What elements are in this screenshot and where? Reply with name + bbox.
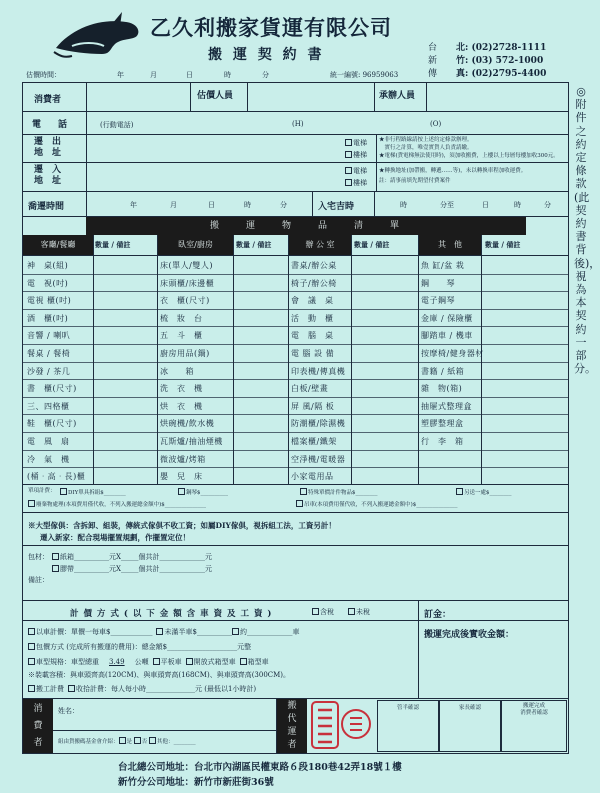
inventory-item-label: 抽屜式整理盒 bbox=[421, 402, 472, 411]
per-truck-option[interactable]: 以車計價：單價一每車$____________ 未滿半車$__________ 約_____________車 bbox=[28, 627, 299, 637]
move-in-placement-note: 遷入新家：配合現場擺置規劃，作擺置定位！ bbox=[40, 533, 190, 542]
move-time-day: 日 bbox=[208, 201, 215, 209]
document-title: 搬 運 契 約 書 bbox=[208, 47, 325, 63]
estimate-date-label: 估價時間： bbox=[26, 71, 61, 79]
inventory-quantity-field[interactable] bbox=[235, 310, 288, 325]
inventory-item-label: 冰 箱 bbox=[160, 367, 194, 376]
inventory-item-label: 烘碗機/飲水機 bbox=[160, 419, 215, 428]
inventory-quantity-field[interactable] bbox=[483, 327, 567, 342]
move-in-stairs[interactable]: 樓梯 bbox=[345, 178, 367, 188]
move-in-note-1: ★轉換地址(加帶搬，轉遞……等)，未以轉換車程加收運費。 bbox=[379, 168, 527, 174]
inventory-item-label: 瓦斯爐/抽油煙機 bbox=[160, 437, 223, 446]
phone-label: 電 話 bbox=[32, 120, 72, 130]
inventory-item-label: 魚 缸/盆 栽 bbox=[421, 261, 465, 270]
inventory-quantity-field[interactable] bbox=[483, 380, 567, 395]
inventory-header-office: 辦 公 室 bbox=[289, 235, 351, 255]
inventory-header-qty-2: 數量 / 備註 bbox=[236, 240, 272, 249]
inventory-quantity-field[interactable] bbox=[353, 380, 418, 395]
inventory-quantity-field[interactable] bbox=[235, 327, 288, 342]
inventory-quantity-field[interactable] bbox=[483, 257, 567, 272]
inventory-quantity-field[interactable] bbox=[483, 345, 567, 360]
inventory-item-label: 餐桌 / 餐椅 bbox=[27, 349, 71, 358]
waste-disposal-option[interactable]: 廢棄物處理(本項費用僅代收，不列入搬運總金額中)$_______________ bbox=[28, 500, 206, 509]
contact-prefix-1: 台 bbox=[428, 43, 438, 53]
inventory-header-bedroom: 臥室/廚房 bbox=[158, 235, 233, 255]
tax-included-option[interactable]: 含稅 bbox=[312, 607, 334, 617]
crane-option[interactable]: 吊車(本項費用僅代收，不列入搬運總金額中)$_______________ bbox=[296, 500, 458, 509]
move-in-time-day: 日 bbox=[482, 201, 489, 209]
move-out-elevator[interactable]: 電梯 bbox=[345, 138, 367, 148]
move-in-address-field[interactable] bbox=[88, 164, 342, 189]
hsinchu-address: 新竹分公司地址：新竹市新莊街36號 bbox=[118, 777, 274, 788]
move-time-minute: 分 bbox=[280, 201, 287, 209]
inventory-item-label: 嬰 兒 床 bbox=[160, 472, 203, 481]
inventory-quantity-field[interactable] bbox=[483, 398, 567, 413]
diy-assembly-option[interactable]: DIY單具拆組$________ bbox=[60, 488, 126, 497]
piano-option[interactable]: 鋼琴$__________ bbox=[178, 488, 228, 497]
inventory-item-label: 洗 衣 機 bbox=[160, 384, 203, 393]
inventory-quantity-field[interactable] bbox=[235, 398, 288, 413]
inventory-header-living: 客廳/餐廳 bbox=[23, 235, 93, 255]
contact-prefix-2: 新 bbox=[428, 56, 438, 66]
inventory-item-label: 三、四格櫃 bbox=[27, 402, 70, 411]
inventory-quantity-field[interactable] bbox=[353, 275, 418, 290]
inventory-quantity-field[interactable] bbox=[483, 468, 567, 483]
single-item-label: 單項計費： bbox=[28, 488, 56, 494]
inventory-item-label: 電 腦 桌 bbox=[291, 331, 334, 340]
inventory-quantity-field[interactable] bbox=[235, 468, 288, 483]
inventory-quantity-field[interactable] bbox=[353, 257, 418, 272]
remarks-label: 備註： bbox=[28, 576, 49, 584]
office-phone-label: (O) bbox=[430, 120, 442, 128]
inventory-item-label: 會 議 桌 bbox=[291, 296, 334, 305]
inventory-quantity-field[interactable] bbox=[95, 275, 157, 290]
date-unit-minute: 分 bbox=[262, 71, 269, 79]
contract-person-label: 承辦人員 bbox=[379, 91, 416, 101]
load-capacity-note: ※裝載容積：與車頭齊高(120CM)、與車頭齊高(168CM)、與車頭齊高(300CM)。 bbox=[28, 671, 291, 679]
company-logo bbox=[52, 8, 144, 60]
inventory-quantity-field[interactable] bbox=[95, 451, 157, 466]
contact-prefix-3: 傳 bbox=[428, 69, 438, 79]
inventory-item-label: 檔案櫃/鐵架 bbox=[291, 437, 337, 446]
estimator-label: 估價人員 bbox=[197, 91, 234, 101]
inventory-quantity-field[interactable] bbox=[235, 433, 288, 448]
inventory-quantity-field[interactable] bbox=[483, 275, 567, 290]
inventory-quantity-field[interactable] bbox=[95, 415, 157, 430]
move-time-label: 喬遷時間 bbox=[28, 202, 65, 212]
consumer-name-field[interactable] bbox=[88, 84, 188, 109]
inventory-quantity-field[interactable] bbox=[95, 345, 157, 360]
inventory-item-label: 廚房用品(鍋) bbox=[160, 349, 210, 358]
furniture-note: ※大型傢俱：含拆卸、組裝，傳統式傢俱不收工資；如屬DIY傢俱，視拆組工法，工資另計！ bbox=[28, 521, 336, 530]
date-unit-month: 月 bbox=[150, 71, 157, 79]
inventory-quantity-field[interactable] bbox=[353, 415, 418, 430]
truck-spec-row[interactable]: 車型規格：車型總重 3.49 公噸 平板車 開放式箱型車 箱型車 bbox=[28, 657, 269, 667]
inventory-quantity-field[interactable] bbox=[95, 468, 157, 483]
inventory-quantity-field[interactable] bbox=[353, 468, 418, 483]
inventory-quantity-field[interactable] bbox=[353, 451, 418, 466]
inventory-header-qty-3: 數量 / 備註 bbox=[354, 240, 390, 249]
inventory-quantity-field[interactable] bbox=[235, 257, 288, 272]
inventory-item-label: 印表機/傳真機 bbox=[291, 367, 346, 376]
move-in-elevator[interactable]: 電梯 bbox=[345, 166, 367, 176]
move-in-time-label: 入宅吉時 bbox=[318, 202, 355, 212]
inventory-quantity-field[interactable] bbox=[353, 433, 418, 448]
inventory-quantity-field[interactable] bbox=[353, 345, 418, 360]
inventory-item-label: 塑膠整理盒 bbox=[421, 419, 464, 428]
tax-id: 統一編號: 96959063 bbox=[330, 71, 399, 79]
inventory-item-label: 活 動 櫃 bbox=[291, 314, 334, 323]
inventory-quantity-field[interactable] bbox=[235, 451, 288, 466]
inventory-quantity-field[interactable] bbox=[483, 415, 567, 430]
inventory-quantity-field[interactable] bbox=[95, 292, 157, 307]
inventory-item-label: 烘 衣 機 bbox=[160, 402, 203, 411]
inventory-quantity-field[interactable] bbox=[235, 345, 288, 360]
labor-fee-row[interactable]: 搬工計費 收拾計費：每人每小時______________元 (最低以1小時計) bbox=[28, 684, 256, 694]
inventory-quantity-field[interactable] bbox=[483, 363, 567, 378]
fund-referral-row[interactable]: 組由貨搬碼基金會介紹： 是 否 其他：________ bbox=[58, 739, 196, 745]
pricing-title: 計 價 方 式 ( 以 下 金 額 含 車 資 及 工 資 ) bbox=[70, 609, 273, 619]
inventory-item-label: 衣 櫃(尺寸) bbox=[160, 296, 210, 305]
inventory-item-label: 椅子/辦公椅 bbox=[291, 279, 337, 288]
date-unit-day: 日 bbox=[186, 71, 193, 79]
inventory-item-label: 微波爐/烤箱 bbox=[160, 455, 206, 464]
consumer-label: 消費者 bbox=[34, 95, 62, 105]
inventory-item-label: 防潮櫃/除濕機 bbox=[291, 419, 346, 428]
inventory-quantity-field[interactable] bbox=[95, 363, 157, 378]
packing-tape-row[interactable]: 膠帶__________元X_____個共計_____________元 bbox=[52, 564, 212, 574]
date-unit-year: 年 bbox=[117, 71, 124, 79]
inventory-item-label: 鋼 琴 bbox=[421, 279, 455, 288]
inventory-header-qty-1: 數量 / 備註 bbox=[95, 240, 131, 249]
move-in-note-2: 註：請事前填先期望付費案件 bbox=[379, 178, 451, 184]
inventory-item-label: 音響 / 喇叭 bbox=[27, 331, 71, 340]
consumer-confirm-box-2[interactable]: 家長確認 bbox=[439, 700, 501, 752]
packing-label: 包材： bbox=[28, 553, 49, 561]
contact-taipei: 北: (02)2728-1111 bbox=[456, 43, 547, 53]
inventory-quantity-field[interactable] bbox=[235, 275, 288, 290]
move-time-hour: 時 bbox=[244, 201, 251, 209]
inventory-item-label: 白板/壁畫 bbox=[291, 384, 329, 393]
inventory-item-label: 書籍 / 紙箱 bbox=[421, 367, 465, 376]
consumer-signature-field[interactable] bbox=[82, 701, 272, 729]
move-time-year: 年 bbox=[130, 201, 137, 209]
estimator-field[interactable] bbox=[249, 84, 372, 109]
move-out-address-field[interactable] bbox=[88, 136, 342, 160]
consumer-confirm-box-1[interactable]: 管半確認 bbox=[377, 700, 439, 752]
move-out-note-2: 實行之計算，唯壹實貨人負責請繳。 bbox=[379, 145, 473, 151]
special-item-option[interactable]: 特殊單價計件物品$________ bbox=[300, 488, 378, 497]
remarks-field[interactable] bbox=[52, 574, 562, 598]
consumer-signature-header: 消 費 者 bbox=[23, 699, 53, 753]
inventory-item-label: 電子鋼琴 bbox=[421, 296, 455, 305]
inventory-item-label: 神 桌(組) bbox=[27, 261, 69, 270]
inventory-item-label: 按摩椅/健身器材 bbox=[421, 349, 484, 358]
inventory-item-label: 空淨機/電暖器 bbox=[291, 455, 346, 464]
inventory-item-label: 電 風 扇 bbox=[27, 437, 70, 446]
inventory-item-label: 鞋 櫃(尺寸) bbox=[27, 419, 77, 428]
inventory-item-label: 書 櫃(尺寸) bbox=[27, 384, 77, 393]
contract-person-field[interactable] bbox=[428, 84, 567, 109]
move-time-month: 月 bbox=[170, 201, 177, 209]
inventory-item-label: 電視 櫃(吋) bbox=[27, 296, 72, 305]
move-out-address-label: 遷 出 地 址 bbox=[34, 137, 62, 158]
inventory-item-label: 沙發 / 茶几 bbox=[27, 367, 71, 376]
inventory-item-label: 腳踏車 / 機車 bbox=[421, 331, 473, 340]
contact-fax: 真: (02)2795-4400 bbox=[456, 69, 547, 79]
taipei-address: 台北總公司地址：台北市內湖區民權東路６段180巷42弄18號１樓 bbox=[118, 762, 402, 773]
agent-signature-header: 搬 代 運 者 bbox=[277, 699, 307, 753]
inventory-quantity-field[interactable] bbox=[235, 292, 288, 307]
inventory-quantity-field[interactable] bbox=[235, 415, 288, 430]
tax-excluded-option[interactable]: 未稅 bbox=[348, 607, 370, 617]
move-in-time-hour: 時 bbox=[400, 201, 407, 209]
extra-stop-option[interactable]: 另送一處$________ bbox=[456, 488, 512, 497]
inventory-item-label: (桶‧高‧長)櫃 bbox=[27, 472, 86, 481]
inventory-quantity-field[interactable] bbox=[353, 327, 418, 342]
company-name: 乙久利搬家貨運有限公司 bbox=[150, 15, 392, 40]
inventory-quantity-field[interactable] bbox=[95, 310, 157, 325]
inventory-item-label: 酒 櫃(吋) bbox=[27, 314, 69, 323]
inventory-quantity-field[interactable] bbox=[95, 398, 157, 413]
phone-field[interactable] bbox=[88, 113, 567, 132]
inventory-quantity-field[interactable] bbox=[353, 310, 418, 325]
package-price-option[interactable]: 包價方式 (完成所有搬運的費用)：總金額$____________________元整 bbox=[28, 642, 251, 652]
move-out-note-3: ★電梯(貨電梯無法使用時)，須加收搬費，上樓以上每層每樓加收300元。 bbox=[379, 153, 559, 159]
inventory-item-label: 電 視(吋) bbox=[27, 279, 69, 288]
inventory-quantity-field[interactable] bbox=[483, 310, 567, 325]
inventory-quantity-field[interactable] bbox=[235, 380, 288, 395]
inventory-item-label: 電 腦 設 備 bbox=[291, 349, 335, 358]
inventory-quantity-field[interactable] bbox=[483, 451, 567, 466]
inventory-quantity-field[interactable] bbox=[95, 380, 157, 395]
inventory-item-label: 床(單人/雙人) bbox=[160, 261, 213, 270]
inventory-header-other: 其 他 bbox=[419, 235, 481, 255]
inventory-quantity-field[interactable] bbox=[235, 363, 288, 378]
balance-label: 搬運完成後實收金額： bbox=[424, 630, 515, 640]
move-out-note-1: ★非行程路線請按上述約定條款辦理。 bbox=[379, 137, 473, 143]
move-out-stairs[interactable]: 樓梯 bbox=[345, 150, 367, 160]
company-stamp bbox=[310, 700, 372, 752]
inventory-item-label: 梳 妝 台 bbox=[160, 314, 203, 323]
inventory-quantity-field[interactable] bbox=[353, 292, 418, 307]
packing-box-row[interactable]: 紙箱__________元X_____個共計_____________元 bbox=[52, 552, 212, 562]
inventory-quantity-field[interactable] bbox=[483, 433, 567, 448]
inventory-item-label: 床頭櫃/床邊櫃 bbox=[160, 279, 215, 288]
inventory-quantity-field[interactable] bbox=[353, 398, 418, 413]
inventory-item-label: 屏 風/隔 板 bbox=[291, 402, 335, 411]
consumer-confirm-box-3[interactable]: 搬運完成 消費者確認 bbox=[501, 700, 567, 752]
inventory-header-qty-4: 數量 / 備註 bbox=[485, 240, 521, 249]
inventory-banner: 搬 運 物 品 清 單 bbox=[86, 217, 526, 235]
move-in-time-hour2: 時 bbox=[514, 201, 521, 209]
attachment-side-note: ◎附件之約定條款(此契約書背後)，視為本契約一部分。 bbox=[574, 85, 600, 376]
mobile-label: (行動電話) bbox=[100, 121, 134, 129]
inventory-quantity-field[interactable] bbox=[353, 363, 418, 378]
inventory-item-label: 五 斗 櫃 bbox=[160, 331, 203, 340]
inventory-item-label: 冷 氣 機 bbox=[27, 455, 70, 464]
inventory-item-label: 雜 物(箱) bbox=[421, 384, 463, 393]
inventory-quantity-field[interactable] bbox=[483, 292, 567, 307]
consumer-name-label: 姓名： bbox=[58, 707, 79, 715]
home-phone-label: (H) bbox=[292, 120, 304, 128]
inventory-item-label: 行 李 箱 bbox=[421, 437, 464, 446]
contact-hsinchu: 竹: (03) 572-1000 bbox=[456, 56, 544, 66]
date-unit-hour: 時 bbox=[224, 71, 231, 79]
deposit-label: 訂金： bbox=[424, 610, 452, 620]
inventory-item-label: 書桌/辦公桌 bbox=[291, 261, 337, 270]
move-in-time-minute: 分 bbox=[544, 201, 551, 209]
move-in-time-to: 分至 bbox=[440, 201, 454, 209]
inventory-item-label: 金庫 / 保險櫃 bbox=[421, 314, 473, 323]
inventory-quantity-field[interactable] bbox=[95, 257, 157, 272]
move-in-address-label: 遷 入 地 址 bbox=[34, 165, 62, 186]
inventory-quantity-field[interactable] bbox=[95, 327, 157, 342]
inventory-quantity-field[interactable] bbox=[95, 433, 157, 448]
inventory-item-label: 小家電用品 bbox=[291, 472, 334, 481]
